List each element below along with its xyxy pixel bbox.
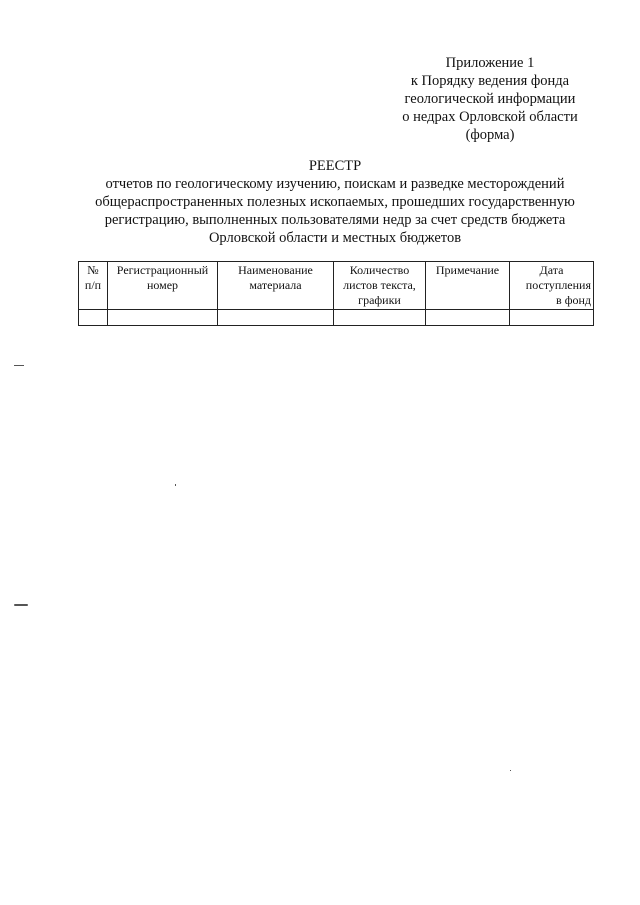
appendix-line: к Порядку ведения фонда xyxy=(410,73,570,89)
document-title: РЕЕСТР xyxy=(308,158,362,174)
subtitle-line: отчетов по геологическому изучению, поискам и разведке месторождений xyxy=(105,176,565,192)
header-sheet-count: Количество листов текста, графики xyxy=(334,262,426,310)
subtitle-line: Орловской области и местных бюджетов xyxy=(208,230,462,246)
header-receipt-date: Дата поступления в фонд xyxy=(510,262,594,310)
table-cell xyxy=(510,310,594,326)
table-header-row xyxy=(79,262,594,310)
table-cell xyxy=(79,310,108,326)
header-registration-number: Регистрационный номер xyxy=(108,262,218,310)
table-cell xyxy=(218,310,334,326)
appendix-line: геологической информации xyxy=(404,91,576,107)
registry-table xyxy=(78,261,594,326)
appendix-line: о недрах Орловской области xyxy=(402,109,578,125)
scan-mark xyxy=(175,484,176,486)
scan-mark xyxy=(510,770,511,771)
appendix-header xyxy=(380,54,600,144)
scan-mark xyxy=(14,365,24,366)
document-subtitle xyxy=(70,175,600,247)
table-cell xyxy=(426,310,510,326)
table-row xyxy=(79,310,594,326)
scan-mark xyxy=(14,604,28,606)
subtitle-line: регистрацию, выполненных пользователями недр за счет средств бюджета xyxy=(104,212,566,228)
table-cell xyxy=(334,310,426,326)
appendix-form-label: (форма) xyxy=(465,127,515,143)
header-material-name: Наименование материала xyxy=(218,262,334,310)
header-number: № п/п xyxy=(79,262,108,310)
table-cell xyxy=(108,310,218,326)
header-note: Примечание xyxy=(426,262,510,310)
appendix-line: Приложение 1 xyxy=(445,55,535,71)
subtitle-line: общераспространенных полезных ископаемых, прошедших государственную xyxy=(95,194,575,210)
